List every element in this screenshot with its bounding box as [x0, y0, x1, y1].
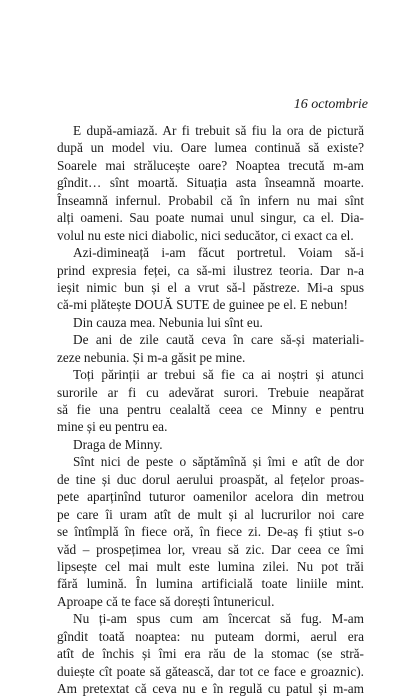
diary-date: 16 octombrie [293, 97, 368, 112]
text-line: duiește cît poate să gătească, dar tot ce face e groaznic). [57, 663, 364, 679]
text-line: prind expresia feței, ca să-mi ilustrez teoria. Dar n-a [57, 262, 364, 278]
text-line: se întîmplă în fiece oră, în fiece zi. De-aș fi știut s-o [57, 524, 364, 540]
text-line: atît de închis și îmi era rău de la stomac (se stră- [57, 646, 364, 662]
text-line: Din cauza mea. Nebunia lui sînt eu. [73, 314, 263, 330]
text-line: văd – prospețimea lor, vreau să zic. Dar ceea ce îmi [57, 541, 364, 557]
paragraph [57, 366, 364, 436]
paragraph [57, 244, 364, 314]
text-line: Toți părinții ar trebui să fie ca ai noștri și atunci [73, 367, 364, 383]
text-line: lipsește cel mai mult este lumina zilei. Nu pot trăi [57, 558, 364, 574]
text-line: gîndit… sînt moartă. Situația asta înseamnă moarte. [57, 175, 364, 191]
body-text [57, 122, 364, 697]
paragraph [57, 314, 364, 331]
paragraph [57, 122, 364, 244]
text-line: mine și eu pentru ea. [57, 419, 168, 435]
text-line: fără lumină. În lumina artificială toate liniile mint. [57, 576, 364, 592]
text-line: Am pretextat că ceva nu e în regulă cu patul și m-am [57, 681, 364, 696]
text-line: de tine și duc dorul aerului proaspăt, al fețelor proas- [57, 471, 364, 487]
text-line: gîndit toată noaptea: nu puteam dormi, aerul era [57, 628, 364, 644]
paragraph [57, 331, 364, 366]
text-line: Înseamnă infernul. Probabil că în infern nu mai sînt [57, 192, 364, 208]
text-line: surorile ar fi cu adevărat surori. Trebuie neapărat [57, 384, 364, 400]
text-line: să fie una pentru cealaltă ceea ce Minny e pentru [57, 402, 364, 417]
text-line: pe care îi uram atît de mult și al lucrurilor noi care [57, 506, 364, 522]
text-line: volul nu este nici diabolic, nici seducător, ci exact ca el. [57, 227, 354, 243]
paragraph [57, 453, 364, 610]
text-line: Soarele mai strălucește oare? Noaptea trecută m-am [57, 157, 364, 173]
text-line: De ani de zile caută ceva în care să-și materiali- [73, 332, 364, 348]
text-line: Draga de Minny. [73, 436, 163, 452]
text-line: E după-amiază. Ar fi trebuit să fiu la ora de pictură [73, 123, 364, 138]
text-line: Azi-dimineață i-am făcut portretul. Voiam să-i [73, 245, 364, 261]
text-line: că-mi plătește DOUĂ SUTE de guinee pe el. E nebun! [57, 297, 348, 313]
text-line: Sînt nici de peste o săptămînă și îmi e atît de dor [73, 454, 364, 470]
text-line: după un model viu. Oare lumea continuă să existe? [57, 140, 364, 156]
text-line: Aproape că te face să dorești întunericul. [57, 593, 275, 609]
text-line: pete aparținînd tuturor oamenilor acelora din metrou [57, 489, 364, 505]
text-line: zeze nebunia. Și m-a găsit pe mine. [57, 349, 246, 365]
text-line: alți oameni. Sau poate numai unul singur, ca el. Dia- [57, 210, 364, 226]
paragraph [57, 436, 364, 453]
text-line: Nu ți-am spus cum am încercat să fug. M-am [73, 611, 364, 627]
text-line: ieșit nimic bun și el a vrut să-l păstreze. Mi-a spus [57, 279, 364, 295]
paragraph [57, 610, 364, 697]
